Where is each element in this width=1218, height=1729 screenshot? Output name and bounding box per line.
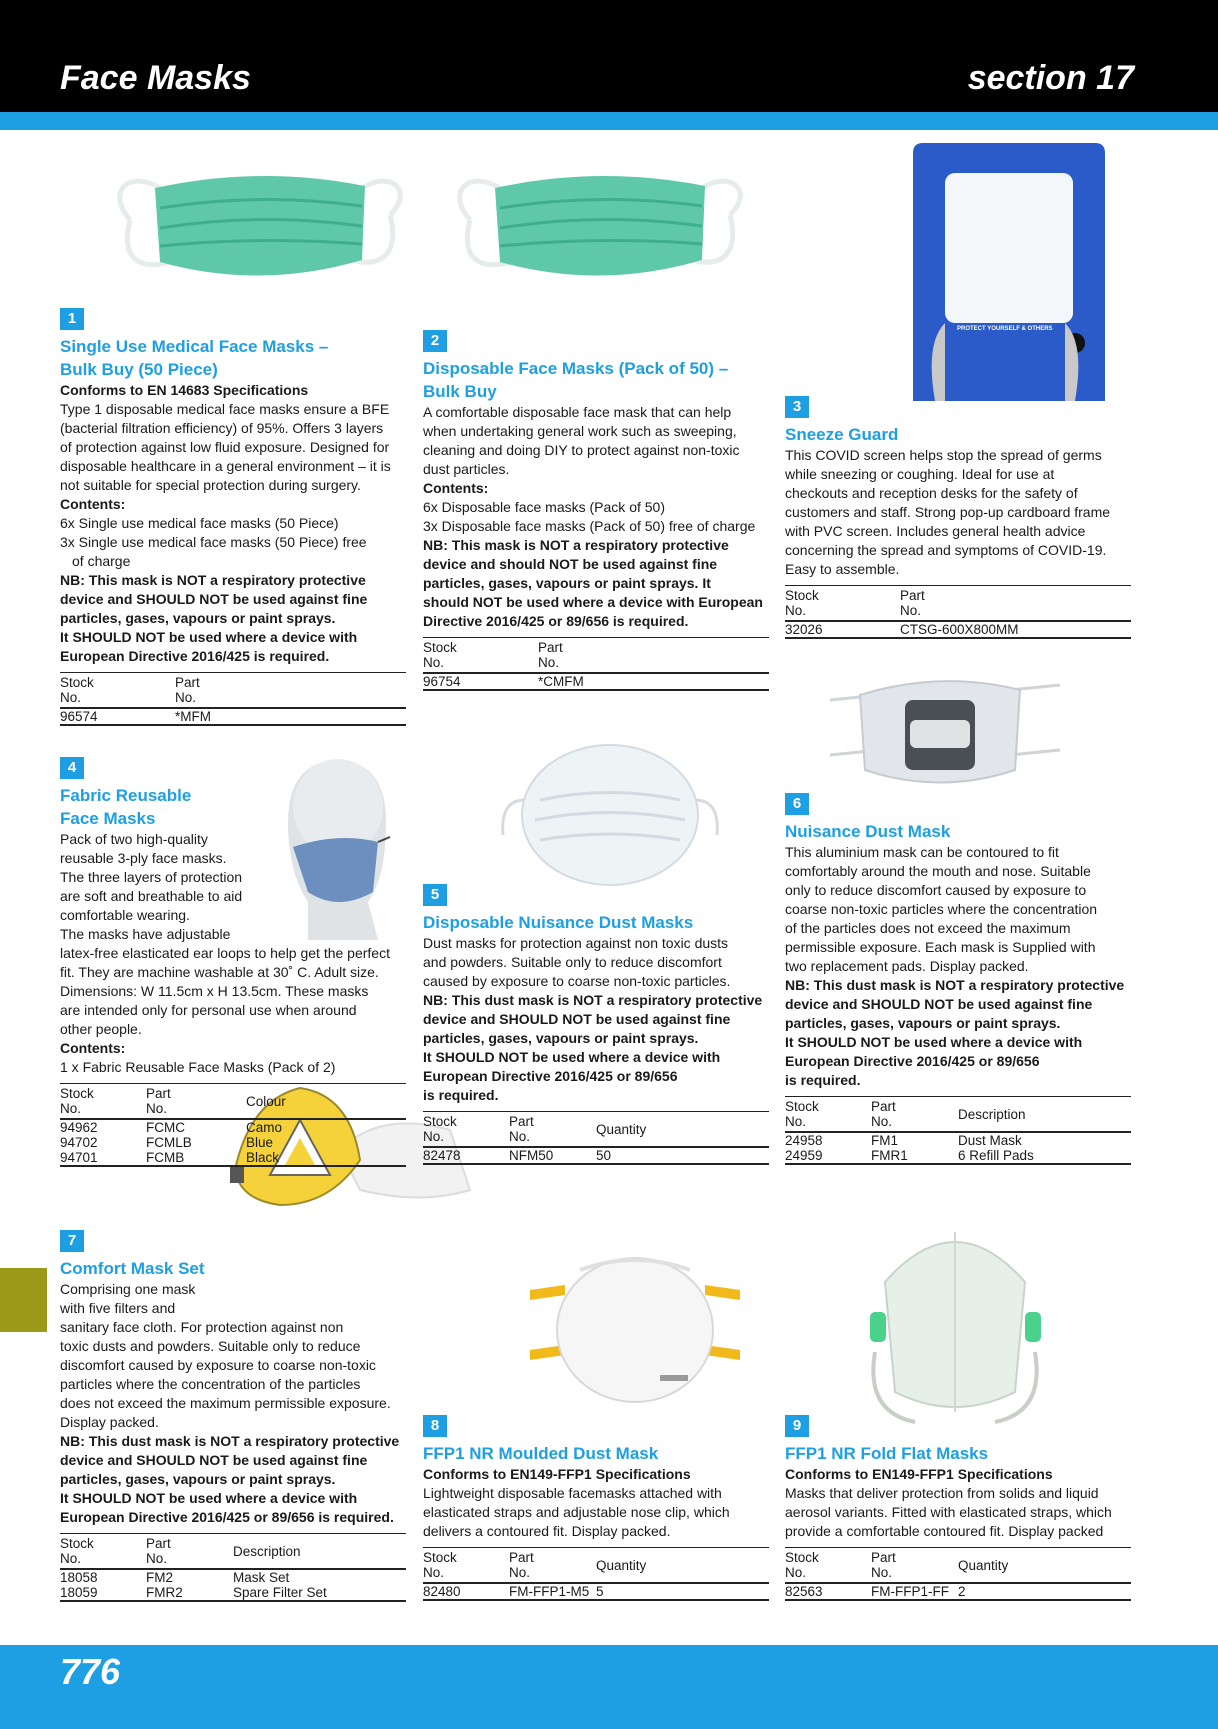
- nb-warning: NB: This dust mask is NOT a respiratory protective device and SHOULD NOT be used against fine particles, gases, vapours or paint sprays. It SHOULD NOT be used where a device with European Directive 2016/425 or 89/656 is required.: [785, 977, 1125, 1088]
- product-title: Disposable Face Masks (Pack of 50) – Bulk Buy: [423, 359, 729, 401]
- product-number-badge: 8: [423, 1415, 447, 1437]
- moulded-dust-mask-image: [510, 1250, 760, 1410]
- surgical-mask-image: [100, 150, 420, 300]
- product-description: A comfortable disposable face mask that can help when undertaking general work such as sweeping, cleaning and doing DIY to protect against non-toxic dust particles.: [423, 404, 740, 477]
- sneeze-guard-caption: PROTECT YOURSELF & OTHERS: [957, 326, 1053, 332]
- product-description: Dust masks for protection against non toxic dusts and powders. Suitable only to reduce discomfort caused by exposure to coarse non-toxic particles.: [423, 935, 731, 989]
- sneeze-guard-image: [905, 143, 1105, 403]
- page-number: 776: [60, 1651, 121, 1692]
- stock-table: Stock No. Part No. 96754 *CMFM: [423, 637, 769, 691]
- product-6: [785, 793, 1135, 1165]
- stock-table: Stock No. Part No. Colour 94962 FCMC Camo 94702 FCMLB Blue 94701 FCMB Black: [60, 1083, 406, 1167]
- product-number-badge: 4: [60, 757, 84, 779]
- stock-table: Stock No. Part No. Quantity 82478 NFM50 50: [423, 1111, 769, 1165]
- product-2: [423, 330, 778, 691]
- product-number-badge: 2: [423, 330, 447, 352]
- product-description: Comprising one mask with five filters and sanitary face cloth. For protection against non toxic dusts and powders. Suitable only to reduce discomfort caused by exposure to coarse non-toxic particles where the concentration of the particles does not exceed the maximum permissible exposure. Display packed.: [60, 1281, 391, 1430]
- product-title: Comfort Mask Set: [60, 1259, 205, 1278]
- product-title: FFP1 NR Moulded Dust Mask: [423, 1444, 659, 1463]
- product-subtitle: Conforms to EN 14683 Specifications: [60, 382, 309, 398]
- table-row: 96574 *MFM: [60, 708, 406, 725]
- product-3: [785, 396, 1135, 639]
- contents-list: 1 x Fabric Reusable Face Masks (Pack of 2): [60, 1059, 336, 1075]
- product-number-badge: 3: [785, 396, 809, 418]
- product-1: [60, 308, 420, 726]
- table-row: 18059 FMR2 Spare Filter Set: [60, 1585, 406, 1601]
- nb-warning: NB: This dust mask is NOT a respiratory protective device and SHOULD NOT be used against fine particles, gases, vapours or paint sprays. It SHOULD NOT be used where a device with European Directive 2016/425 or 89/656 is required.: [423, 992, 763, 1103]
- product-subtitle: Conforms to EN149-FFP1 Specifications: [785, 1466, 1053, 1482]
- product-title: Disposable Nuisance Dust Masks: [423, 913, 694, 932]
- product-8: [423, 1415, 778, 1601]
- product-description: Pack of two high-quality reusable 3-ply face masks. The three layers of protection are soft and breathable to aid comfortable wearing. The masks have adjustable latex-free elasticated ear loops to help get the perfect fit. They are machine washable at 30˚ C. Adult size. Dimensions: W 11.5cm x H 13.5cm. These masks are intended only for personal use when around other people.: [60, 831, 390, 1037]
- page-title: Face Masks: [60, 59, 251, 97]
- product-number-badge: 1: [60, 308, 84, 330]
- product-title: Single Use Medical Face Masks – Bulk Buy (50 Piece): [60, 337, 329, 379]
- disposable-mask-image: [430, 150, 770, 300]
- table-row: 82478 NFM50 50: [423, 1147, 769, 1164]
- contents-list: 6x Disposable face masks (Pack of 50) 3x Disposable face masks (Pack of 50) free of charge: [423, 499, 756, 534]
- contents-label: Contents:: [423, 480, 489, 496]
- product-title: Nuisance Dust Mask: [785, 822, 951, 841]
- table-row: 94962 FCMC Camo: [60, 1120, 283, 1135]
- page-footer: [0, 1645, 1218, 1729]
- stock-table: Stock No. Part No. 32026 CTSG-600X800MM: [785, 585, 1131, 639]
- product-title: Sneeze Guard: [785, 425, 899, 444]
- product-title: FFP1 NR Fold Flat Masks: [785, 1444, 989, 1463]
- section-label: section 17: [967, 59, 1134, 97]
- table-row: 32026 CTSG-600X800MM: [785, 621, 1131, 638]
- contents-list: 6x Single use medical face masks (50 Piece) 3x Single use medical face masks (50 Piece) free of charge: [60, 515, 367, 569]
- product-7: [60, 1230, 425, 1602]
- header-stripe: [0, 112, 1218, 130]
- product-subtitle: Conforms to EN149-FFP1 Specifications: [423, 1466, 691, 1482]
- product-4: [60, 757, 420, 1167]
- table-row: 24959 FMR1 6 Refill Pads: [785, 1148, 1131, 1164]
- stock-table: Stock No. Part No. Quantity 82480 FM-FFP1-M5 5: [423, 1547, 769, 1601]
- product-number-badge: 5: [423, 884, 447, 906]
- product-title: Fabric Reusable Face Masks: [60, 786, 192, 828]
- nuisance-dust-mask-image: [495, 740, 725, 890]
- nb-warning: NB: This mask is NOT a respiratory protective device and SHOULD NOT be used against fine particles, gases, vapours or paint sprays. It SHOULD NOT be used where a device with European Directive 2016/425 is required.: [60, 572, 368, 664]
- stock-table: Stock No. Part No. Description 18058 FM2 Mask Set 18059 FMR2 Spare Filter Set: [60, 1533, 406, 1602]
- stock-table: Stock No. Part No. Description 24958 FM1 Dust Mask 24959 FMR1 6 Refill Pads: [785, 1096, 1131, 1165]
- table-row: 94701 FCMB Black: [60, 1150, 406, 1166]
- product-number-badge: 9: [785, 1415, 809, 1437]
- fold-flat-mask-image: [855, 1222, 1055, 1427]
- stock-table: Stock No. Part No. 96574 *MFM: [60, 672, 406, 726]
- product-9: [785, 1415, 1135, 1601]
- contents-label: Contents:: [60, 496, 126, 512]
- product-number-badge: 6: [785, 793, 809, 815]
- product-5: [423, 884, 778, 1165]
- section-side-tab: [0, 1268, 47, 1332]
- stock-table: Stock No. Part No. Quantity 82563 FM-FFP1-FF 2: [785, 1547, 1131, 1601]
- table-row: 94702 FCMLB Blue: [60, 1135, 274, 1150]
- product-description: Masks that deliver protection from solids and liquid aerosol variants. Fitted with elasticated straps, which provide a comfortable contoured fit. Display packed: [785, 1485, 1112, 1539]
- aluminium-dust-mask-image: [820, 670, 1065, 790]
- product-description: Type 1 disposable medical face masks ensure a BFE (bacterial filtration efficiency) of 95%. Offers 3 layers of protection against low fluid exposure. Designed for disposable healthcare in a general environment – it is not suitable for special protection during surgery.: [60, 401, 391, 493]
- product-description: This COVID screen helps stop the spread of germs while sneezing or coughing. Ideal for use at checkouts and reception desks for the safety of customers and staff. Strong pop-up cardboard frame with PVC screen. Includes general health advice concerning the spread and symptoms of COVID-19. Easy to assemble.: [785, 447, 1111, 577]
- contents-label: Contents:: [60, 1040, 126, 1056]
- nb-warning: NB: This dust mask is NOT a respiratory protective device and SHOULD NOT be used against fine particles, gases, vapours or paint sprays. It SHOULD NOT be used where a device with European Directive 2016/425 or 89/656 is required.: [60, 1433, 400, 1525]
- product-description: This aluminium mask can be contoured to fit comfortably around the mouth and nose. Suitable only to reduce discomfort caused by exposure to coarse non-toxic particles where the concentration of the particles does not exceed the maximum permissible exposure. Each mask is Supplied with two replacement pads. Display packed.: [785, 844, 1098, 974]
- table-row: 82563 FM-FFP1-FF 2: [785, 1583, 1131, 1600]
- nb-warning: NB: This mask is NOT a respiratory protective device and should NOT be used against fine particles, gases, vapours or paint sprays. It should NOT be used where a device with European Directive 2016/425 or 89/656 is required.: [423, 537, 763, 629]
- product-description: Lightweight disposable facemasks attached with elasticated straps and adjustable nose clip, which delivers a contoured fit. Display packed.: [423, 1485, 730, 1539]
- product-number-badge: 7: [60, 1230, 84, 1252]
- table-row: 96754 *CMFM: [423, 673, 769, 690]
- table-row: 24958 FM1 Dust Mask: [785, 1133, 1022, 1148]
- table-row: 18058 FM2 Mask Set: [60, 1570, 290, 1585]
- table-row: 82480 FM-FFP1-M5 5: [423, 1583, 769, 1600]
